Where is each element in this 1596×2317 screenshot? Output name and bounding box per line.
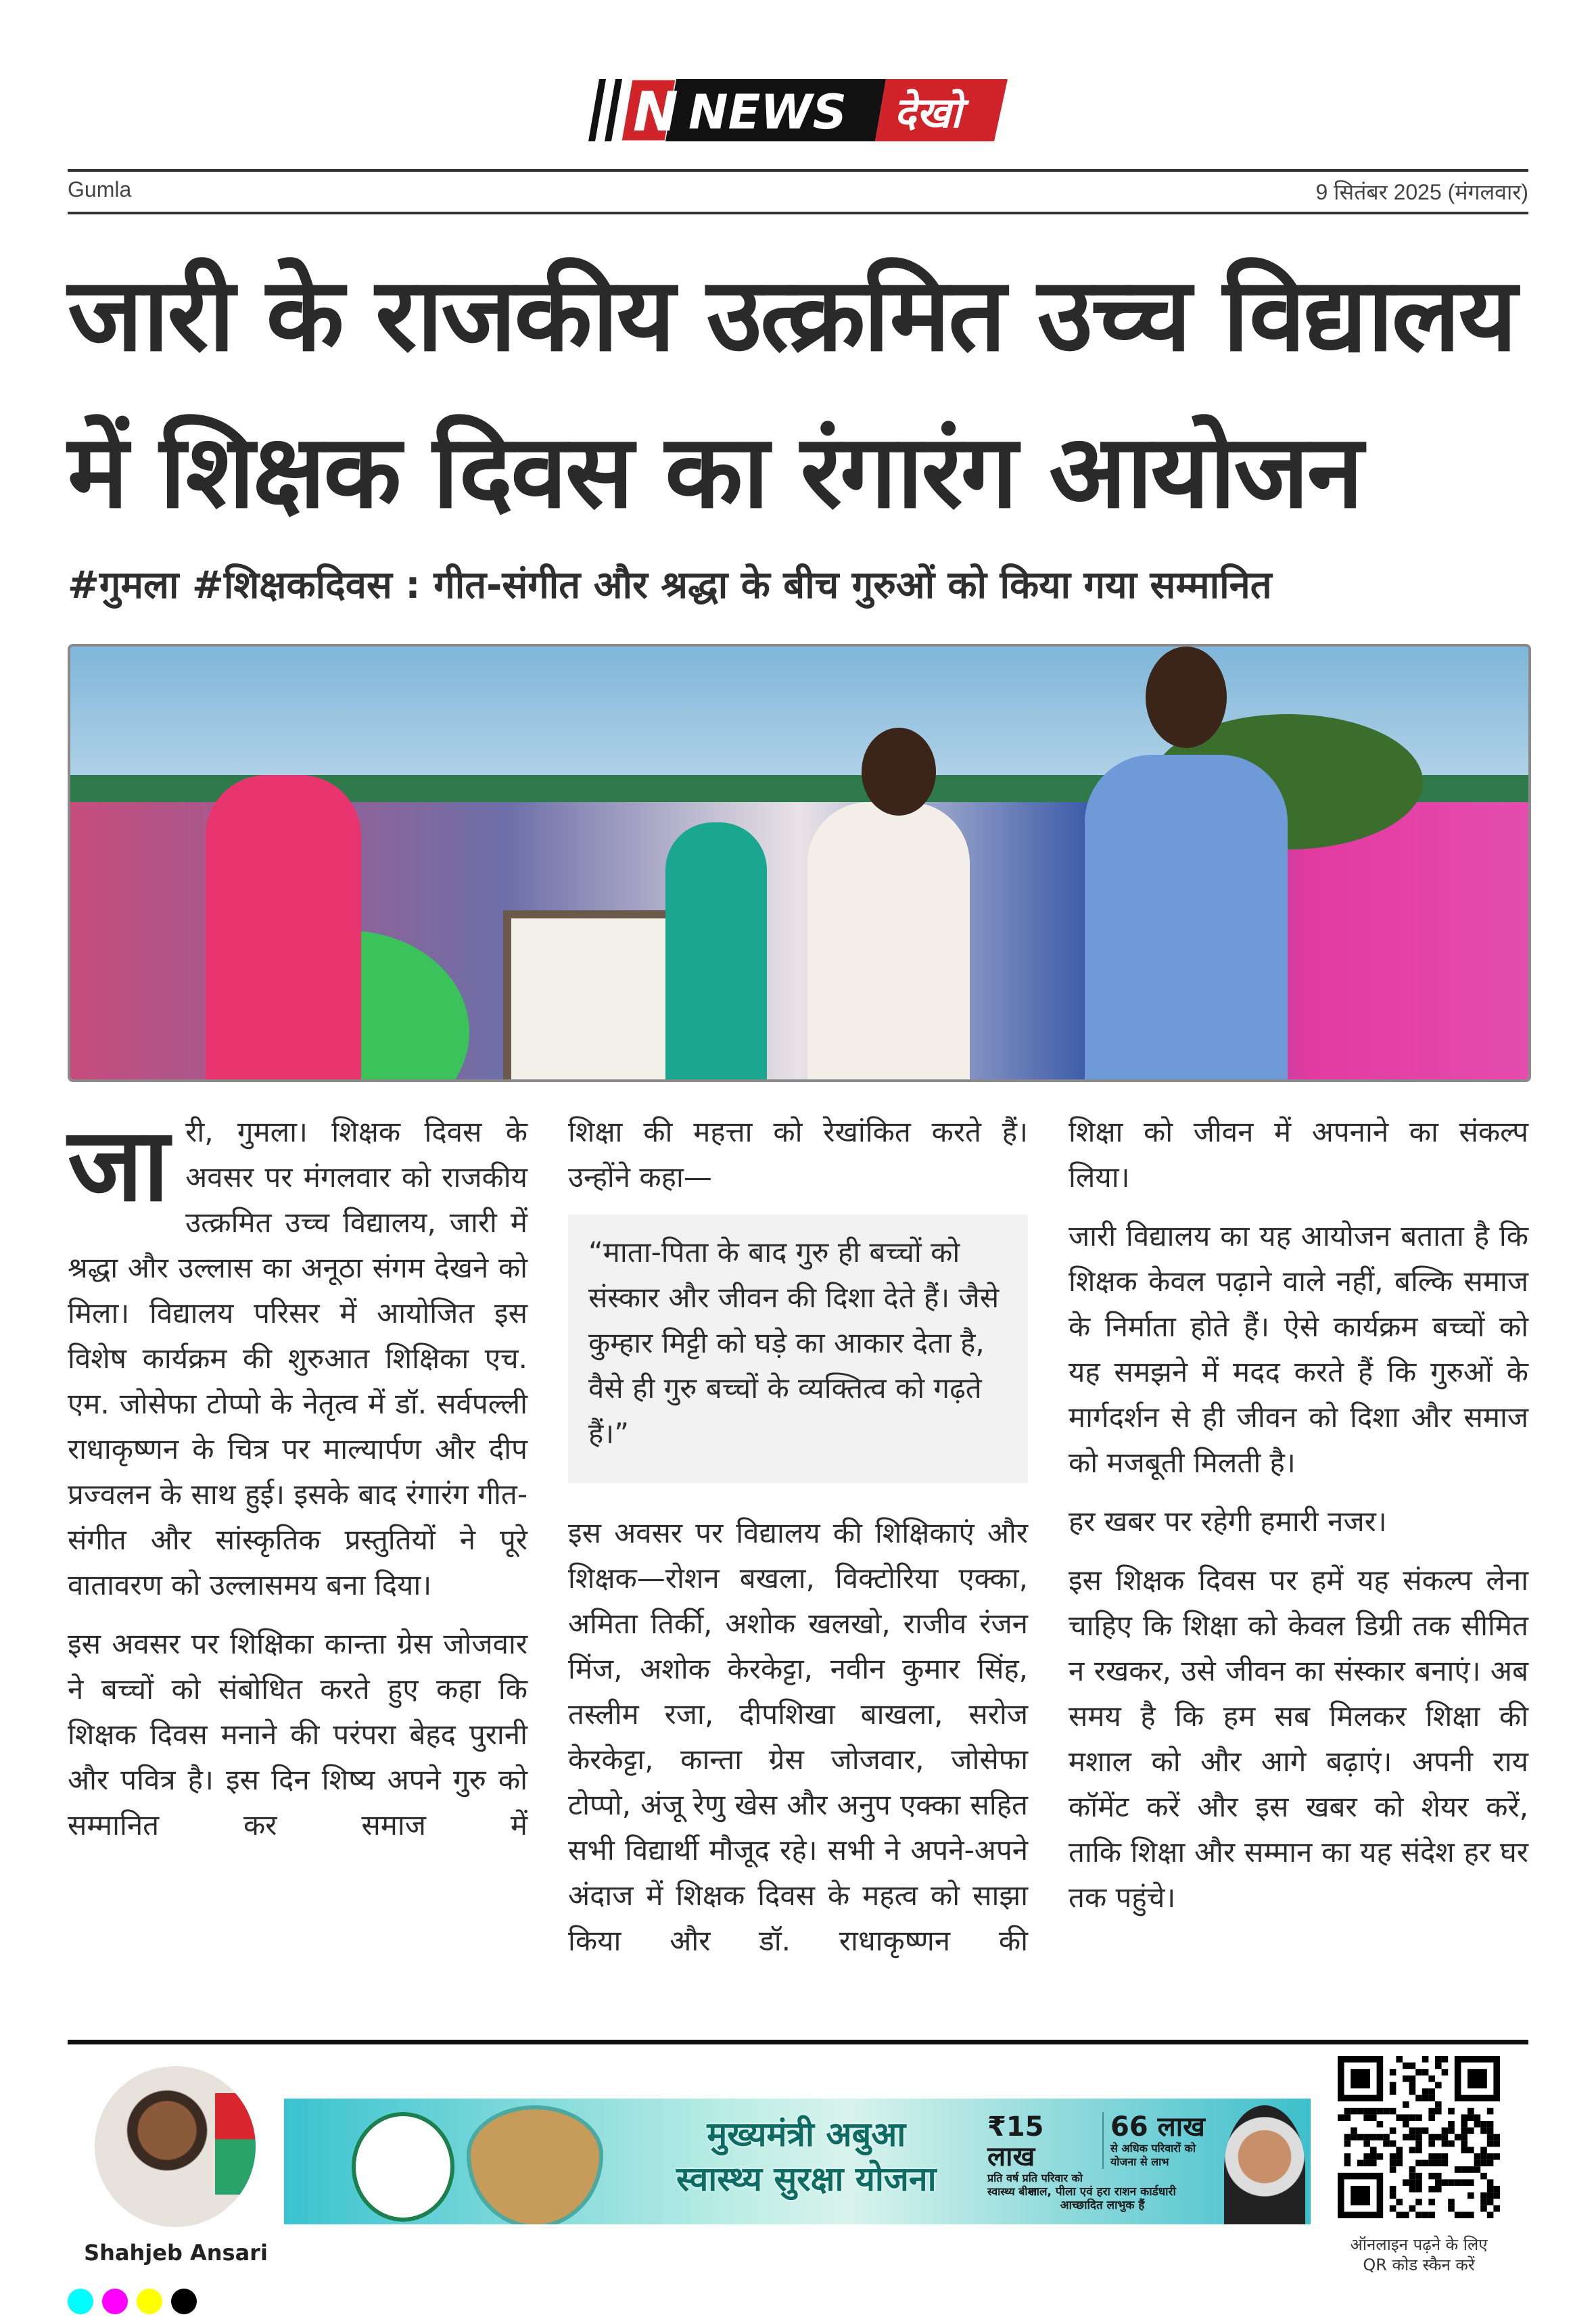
qr-caption <box>1312 2234 1526 2275</box>
person-head <box>1146 647 1227 748</box>
paragraph: इस अवसर पर विद्यालय की शिक्षिकाएं और शिक्षक—रोशन बखला, विक्टोरिया एक्का, अमिता तिर्की, अशोक खलखो, राजीव रंजन मिंज, अशोक केरकेट्टा, नवीन कुमार सिंह, तस्लीम रजा, दीपशिखा बाखला, सरोज केरकेट्टा, कान्ता ग्रेस जोजवार, जोसेफा टोप्पो, अंजू रेणु खेस और अनुप एक्का सहित सभी विद्यार्थी मौजूद रहे। सभी ने अपने-अपने अंदाज में शिक्षक दिवस के महत्व को साझा किया और डॉ. राधाकृष्णन की <box>568 1516 1028 1957</box>
person-green-saree <box>665 822 767 1082</box>
paragraph: हर खबर पर रहेगी हमारी नजर। <box>1069 1505 1387 1538</box>
logo-letter: N <box>633 80 678 143</box>
qr-caption-line-1: ऑनलाइन पढ़ने के लिए <box>1350 2235 1488 2254</box>
headline-line-1: जारी के राजकीय उत्क्रमित उच्च विद्यालय <box>68 256 1516 374</box>
print-registration-dot <box>102 2289 128 2314</box>
subtitle: #गुमला #शिक्षकदिवस : गीत-संगीत और श्रद्धा के बीच गुरुओं को किया गया सम्मानित <box>68 563 1272 607</box>
print-registration-dot <box>137 2289 162 2314</box>
paragraph: री, गुमला। शिक्षक दिवस के अवसर पर मंगलवार को राजकीय उत्क्रमित उच्च विद्यालय, जारी में श्रद्धा और उल्लास का अनूठा संगम देखने को मिला। विद्यालय परिसर में आयोजित इस विशेष कार्यक्रम की शुरुआत शिक्षिका एच. एम. जोसेफा टोप्पो के नेतृत्व में डॉ. सर्वपल्ली राधाकृष्णन के चित्र पर माल्यार्पण और दीप प्रज्वलन के साथ हुई। इसके बाद रंगारंग गीत-संगीत और सांस्कृतिक प्रस्तुतियों ने पूरे वातावरण को उल्लासमय बना दिया। <box>68 1115 527 1601</box>
logo-text-en: NEWS <box>688 85 847 140</box>
qr-code[interactable] <box>1338 2056 1500 2218</box>
location-label: Gumla <box>68 177 132 202</box>
paragraph: शिक्षा को जीवन में अपनाने का संकल्प लिया। <box>1069 1115 1528 1194</box>
ad-eligibility: लाल, पीला एवं हरा राशन कार्डधारी आच्छादित लाभुक हैं <box>1029 2185 1176 2212</box>
ad-title <box>676 2112 937 2201</box>
article-column-3 <box>1069 1109 1528 1934</box>
person-white-shirt <box>807 802 970 1082</box>
print-registration-dot <box>68 2289 93 2314</box>
person-blue-shirt <box>1085 755 1288 1082</box>
ad-title-line-2: स्वास्थ्य सुरक्षा योजना <box>676 2159 937 2199</box>
reporter-name: Shahjeb Ansari <box>84 2240 268 2266</box>
ad-title-line-1: मुख्यमंत्री अबुआ <box>707 2115 906 2154</box>
date-label: 9 सितंबर 2025 (मंगलवार) <box>1315 180 1528 204</box>
paragraph: शिक्षा की महत्ता को रेखांकित करते हैं। उन्होंने कहा— <box>568 1115 1028 1194</box>
chief-minister-photo <box>1224 2105 1305 2224</box>
footer-rule <box>68 2040 1528 2044</box>
qr-caption-line-2: QR कोड स्कैन करें <box>1363 2255 1475 2274</box>
top-rule <box>68 169 1528 172</box>
headline-line-2: में शिक्षक दिवस का रंगारंग आयोजन <box>68 413 1361 531</box>
ad-stat-2 <box>1102 2112 1219 2169</box>
stat-value: ₹15 लाख <box>987 2111 1044 2172</box>
ad-banner[interactable] <box>284 2099 1311 2224</box>
article-column-2 <box>568 1109 1028 1977</box>
person-pink-saree <box>206 775 361 1082</box>
stat-desc: प्रति वर्ष प्रति परिवार को स्वास्थ्य बीमा <box>987 2172 1083 2198</box>
meta-rule <box>68 212 1528 214</box>
paragraph: इस अवसर पर शिक्षिका कान्ता ग्रेस जोजवार ने बच्चों को संबोधित करते हुए कहा कि शिक्षक दिवस मनाने की परंपरा बेहद पुरानी और पवित्र है। इस दिन शिष्य अपने गुरु को सम्मानित कर समाज में <box>68 1627 527 1842</box>
drop-cap: जा <box>68 1106 170 1224</box>
reporter-avatar <box>95 2066 256 2227</box>
news-dekho-logo[interactable] <box>588 79 1008 141</box>
family-heart-graphic <box>467 2105 603 2224</box>
headline <box>68 237 1542 551</box>
blockquote: “माता-पिता के बाद गुरु ही बच्चों को संस्कार और जीवन की दिशा देते हैं। जैसे कुम्हार मिट्टी को घड़े का आकार देता है, वैसे ही गुरु बच्चों के व्यक्तित्व को गढ़ते हैं।” <box>568 1215 1028 1483</box>
logo-text-hi: देखो <box>894 88 962 137</box>
article-photo[interactable] <box>68 644 1531 1082</box>
print-registration-dot <box>171 2289 197 2314</box>
paragraph: जारी विद्यालय का यह आयोजन बताता है कि शिक्षक केवल पढ़ाने वाले नहीं, बल्कि समाज के निर्माता होते हैं। ऐसे कार्यक्रम बच्चों को यह समझने में मदद करते हैं कि गुरुओं के मार्गदर्शन से ही जीवन को दिशा और समाज को मजबूती मिलती है। <box>1069 1219 1528 1479</box>
person-head <box>862 728 936 816</box>
article-column-1 <box>68 1106 527 1861</box>
stat-value: 66 लाख <box>1110 2111 1205 2143</box>
government-seal-icon <box>352 2112 454 2222</box>
paragraph: इस शिक्षक दिवस पर हमें यह संकल्प लेना चाहिए कि शिक्षा को केवल डिग्री तक सीमित न रखकर, उसे जीवन का संस्कार बनाएं। अब समय है कि हम सब मिलकर शिक्षा की मशाल को और आगे बढ़ाएं। अपनी राय कॉमेंट करें और इस खबर को शेयर करें, ताकि शिक्षा और सम्मान का यह संदेश हर घर तक पहुंचे। <box>1069 1564 1528 1914</box>
stat-desc: से अधिक परिवारों को योजना से लाभ <box>1110 2142 1196 2168</box>
